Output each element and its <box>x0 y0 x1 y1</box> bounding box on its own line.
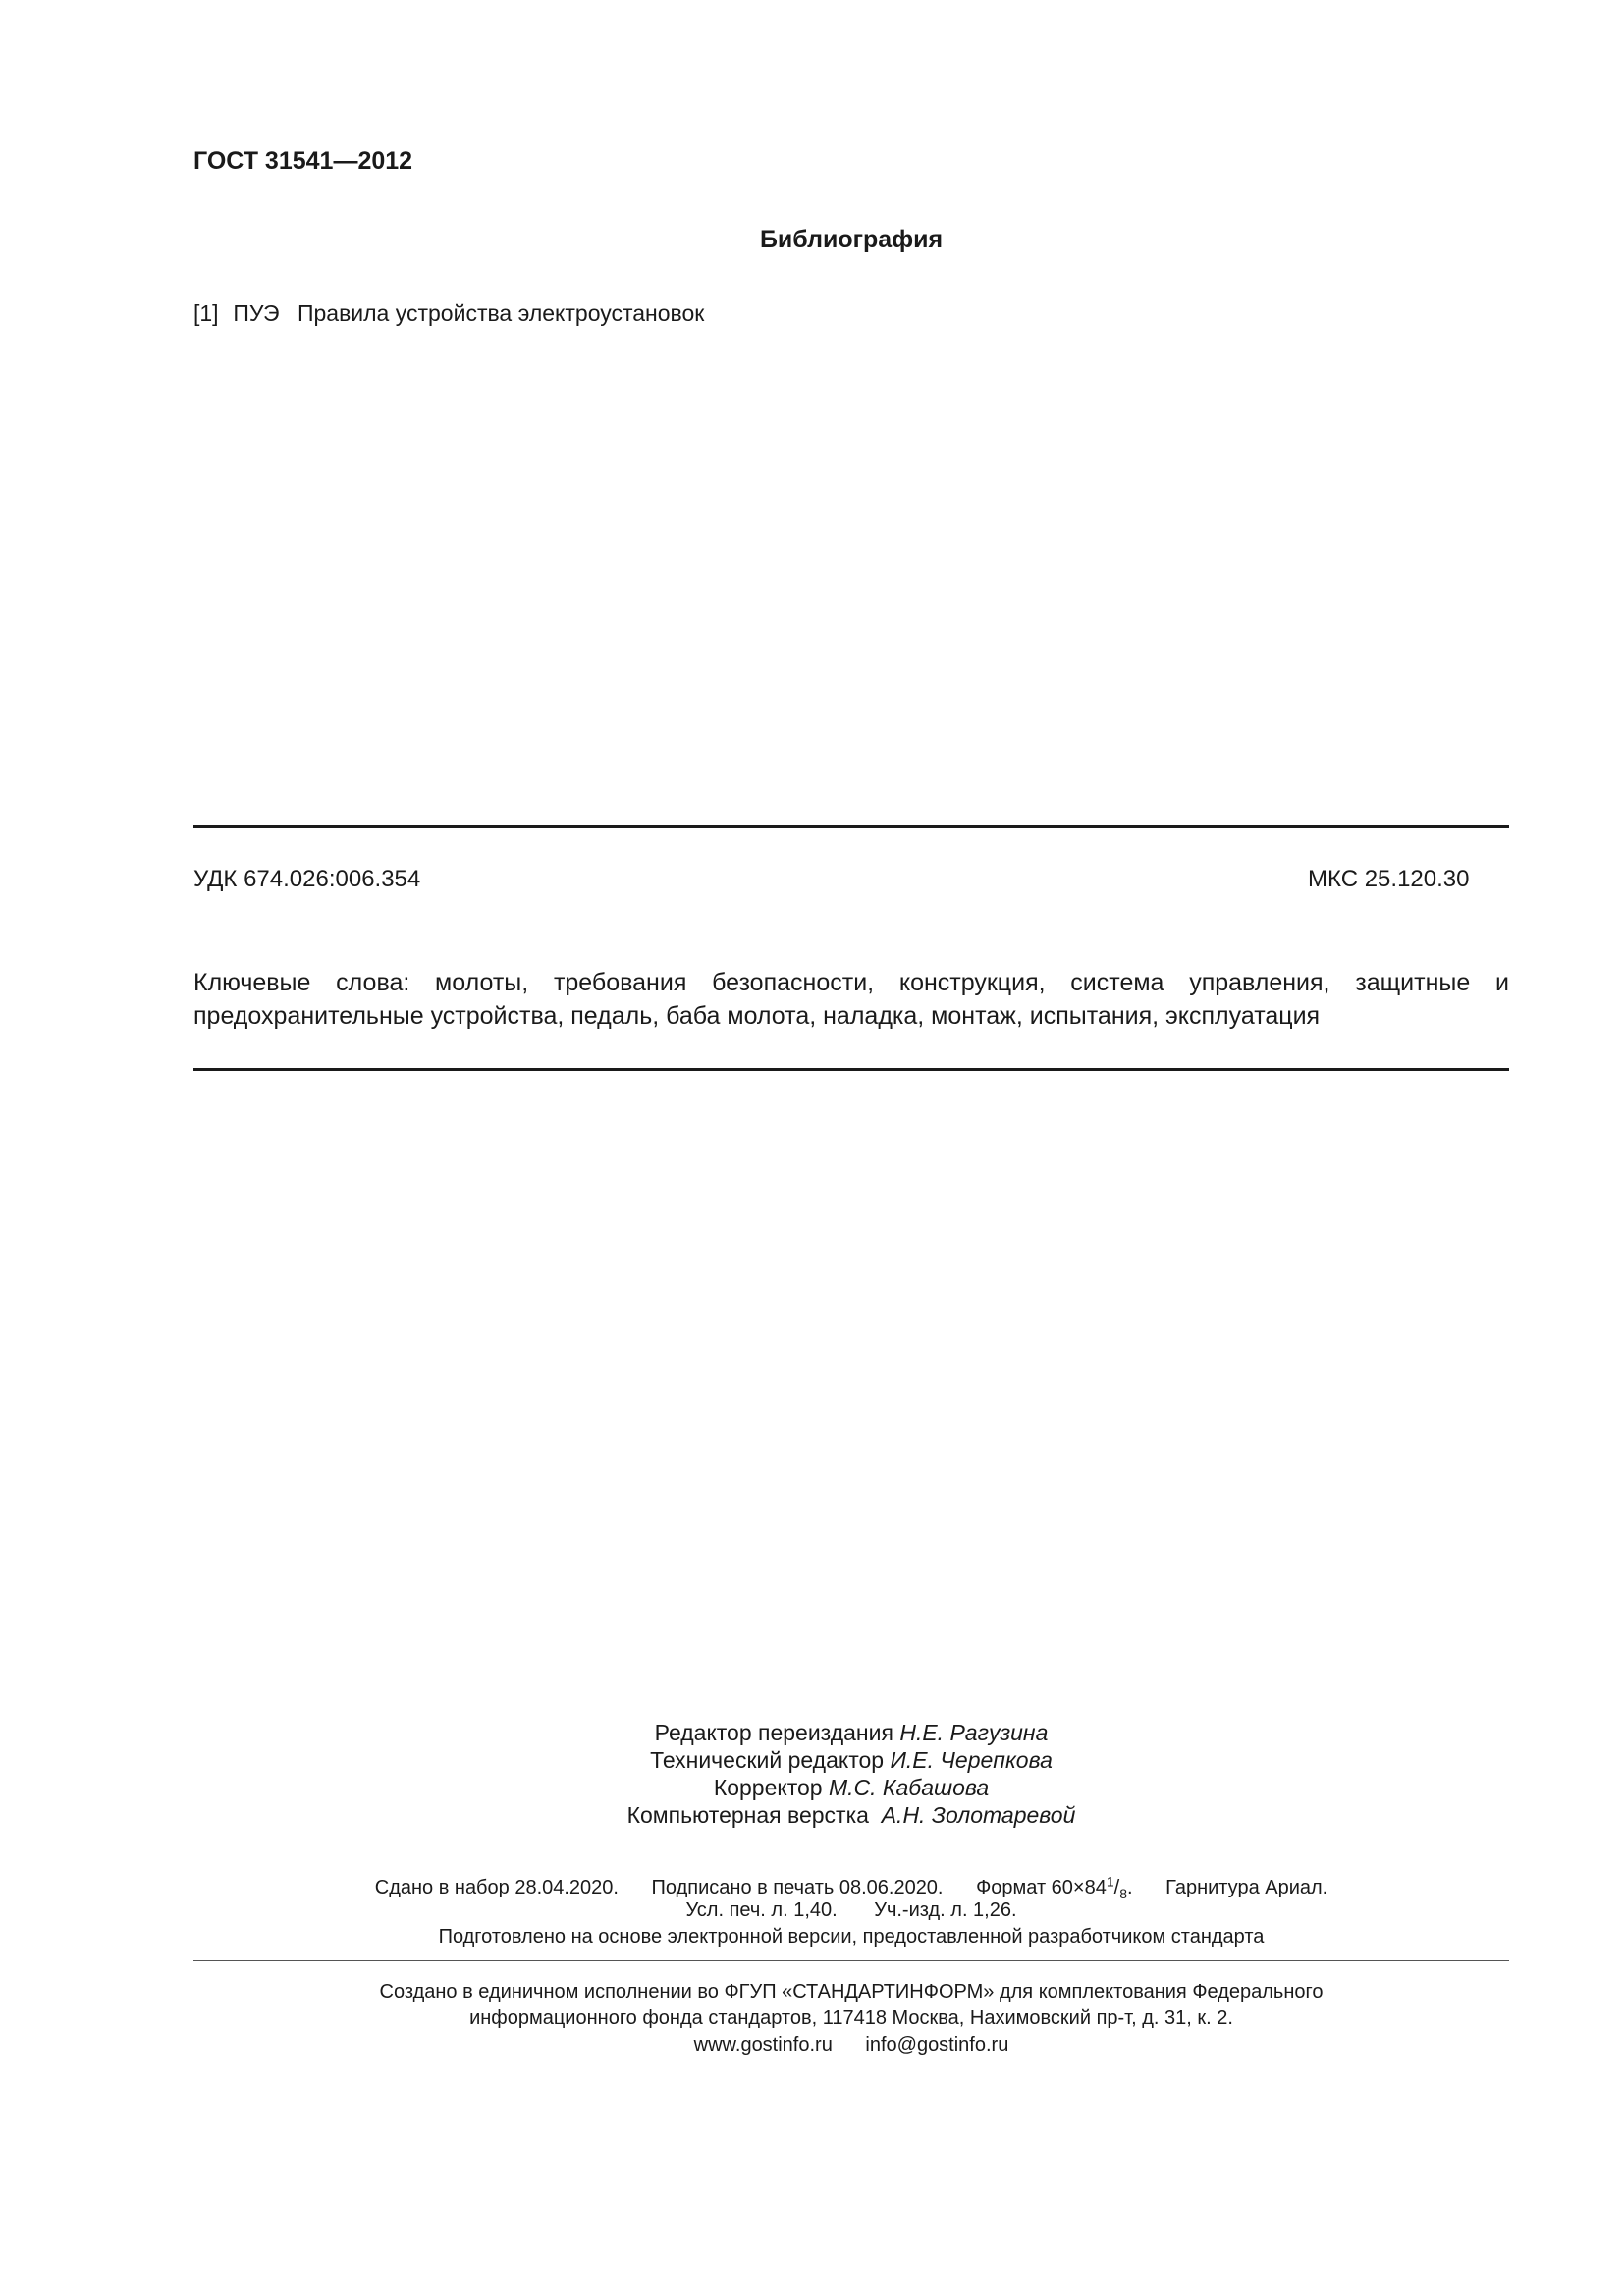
bibliography-title: Библиография <box>759 226 944 253</box>
divider-middle <box>193 1068 1509 1071</box>
publisher-line-1: Создано в единичном исполнении во ФГУП «СТАНДАРТИНФОРМ» для комплектования Федерального <box>379 1981 1324 2002</box>
imprint-signed: Подписано в печать 08.06.2020. <box>651 1876 944 1898</box>
credit-name: М.С. Кабашова <box>828 1775 990 1800</box>
imprint-format: Формат $60\times 84^1/_8$. <box>976 1873 1133 1901</box>
credit-name: Н.Е. Рагузина <box>899 1720 1049 1745</box>
imprint-submitted: Сдано в набор 28.04.2020. <box>374 1876 619 1898</box>
credit-line <box>0 1802 1624 1829</box>
imprint-pub-sheets: Уч.-изд. л. 1,26. <box>874 1899 1017 1921</box>
imprint-prepared: Подготовлено на основе электронной версии, предоставленной разработчиком стандарта <box>438 1926 1265 1948</box>
divider-imprint <box>193 1960 1509 1961</box>
credit-role: Технический редактор <box>650 1747 885 1773</box>
udk-code: УДК 674.026:006.354 <box>193 866 421 892</box>
credit-line <box>0 1720 1624 1746</box>
imprint-line-2 <box>0 1899 1624 1922</box>
publisher-email-link[interactable]: info@gostinfo.ru <box>865 2034 1009 2056</box>
keywords-paragraph: Ключевые слова: молоты, требования безопасности, конструкция, система управления, защитные и предохранительные устройства, педаль, баба молота, наладка, монтаж, испытания, эксплуатация <box>193 969 1509 1030</box>
credit-role: Корректор <box>713 1775 823 1800</box>
publisher-website-link[interactable]: www.gostinfo.ru <box>693 2034 833 2056</box>
bibliography-entry-abbreviation: ПУЭ <box>233 300 280 326</box>
credit-name: И.Е. Черепкова <box>890 1747 1053 1773</box>
bibliography-entry-text: Правила устройства электроустановок <box>297 300 705 326</box>
imprint-line-1 <box>0 1873 1624 1901</box>
credit-role: Редактор переиздания <box>654 1720 893 1745</box>
imprint-print-sheets: Усл. печ. л. 1,40. <box>685 1899 838 1921</box>
publisher-line-2: информационного фонда стандартов, 117418 Москва, Нахимовский пр-т, д. 31, к. 2. <box>469 2007 1233 2029</box>
imprint-typeface: Гарнитура Ариал. <box>1165 1876 1328 1898</box>
bibliography-entry-number: [1] <box>193 300 219 326</box>
credit-name: А.Н. Золотаревой <box>881 1802 1076 1828</box>
credit-line <box>0 1747 1624 1774</box>
divider-top <box>193 825 1509 828</box>
credit-role: Компьютерная верстка <box>626 1802 869 1828</box>
credit-line <box>0 1775 1624 1801</box>
document-code: ГОСТ 31541—2012 <box>193 147 413 175</box>
bibliography-entry <box>193 300 704 327</box>
publisher-contacts <box>0 2034 1624 2056</box>
mks-code: МКС 25.120.30 <box>1308 866 1470 892</box>
